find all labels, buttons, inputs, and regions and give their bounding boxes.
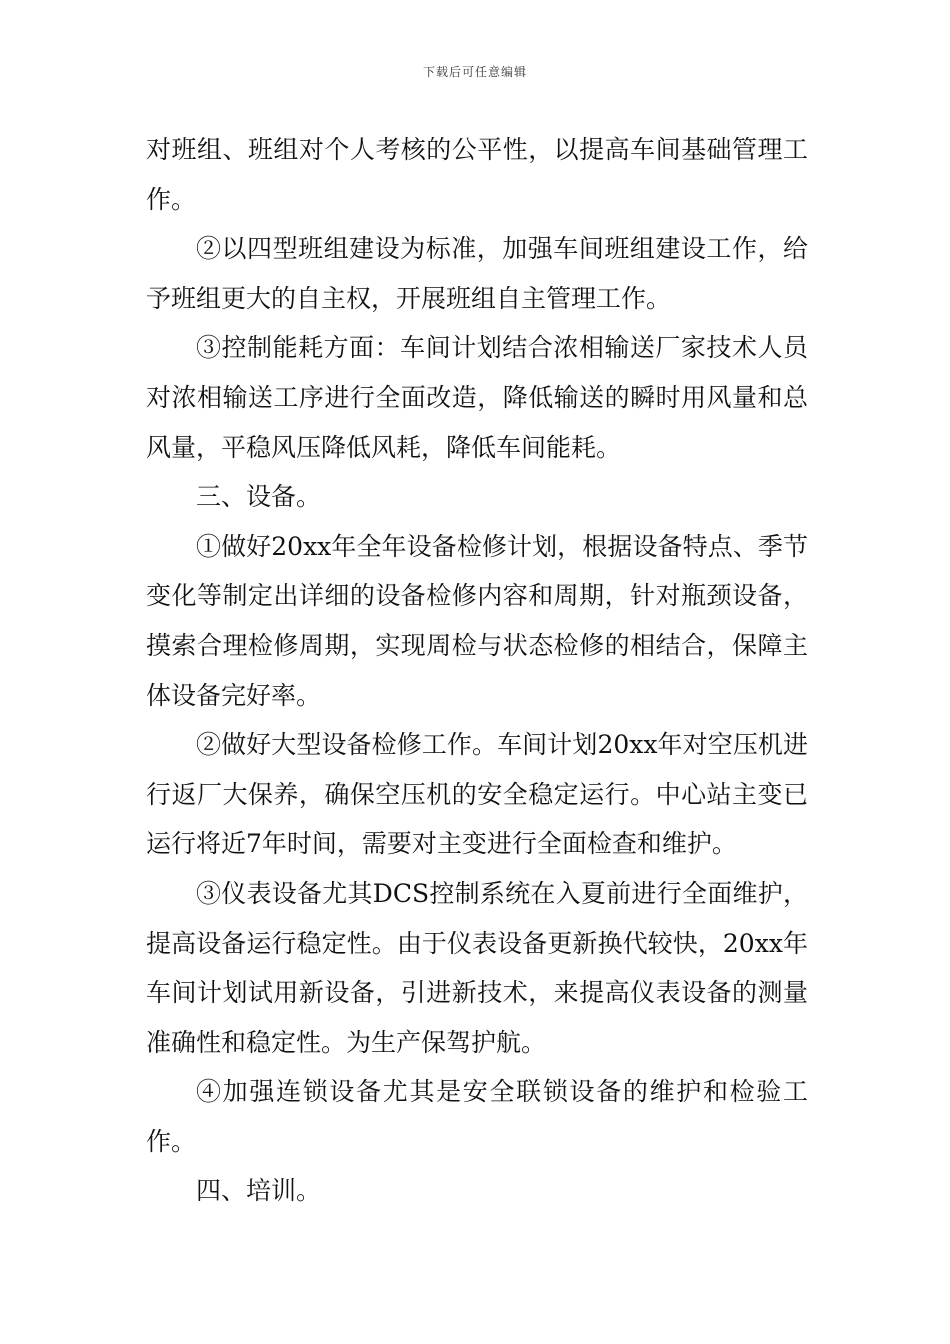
section-heading-equipment: 三、设备。 — [196, 482, 322, 512]
paragraph-1: 对班组、班组对个人考核的公平性，以提高车间基础管理工作。 — [146, 135, 808, 214]
paragraph-6: ②做好大型设备检修工作。车间计划20xx年对空压机进行返厂大保养，确保空压机的安全稳定运行。中心站主变已运行将近7年时间，需要对主变进行全面检查和维护。 — [146, 730, 808, 859]
paragraph-3: ③控制能耗方面：车间计划结合浓相输送厂家技术人员对浓相输送工序进行全面改造，降低输送的瞬时用风量和总风量，平稳风压降低风耗，降低车间能耗。 — [146, 333, 808, 462]
section-heading-training: 四、培训。 — [196, 1176, 322, 1206]
paragraph-2: ②以四型班组建设为标准，加强车间班组建设工作，给予班组更大的自主权，开展班组自主管理工作。 — [146, 234, 808, 313]
document-body — [146, 125, 808, 1216]
paragraph-7: ③仪表设备尤其DCS控制系统在入夏前进行全面维护，提高设备运行稳定性。由于仪表设备更新换代较快，20xx年车间计划试用新设备，引进新技术，来提高仪表设备的测量准确性和稳定性。为生产保驾护航。 — [146, 878, 808, 1057]
page-header: 下载后可任意编辑 — [422, 65, 527, 79]
paragraph-5: ①做好20xx年全年设备检修计划，根据设备特点、季节变化等制定出详细的设备检修内容和周期，针对瓶颈设备，摸索合理检修周期，实现周检与状态检修的相结合，保障主体设备完好率。 — [146, 531, 808, 710]
paragraph-8: ④加强连锁设备尤其是安全联锁设备的维护和检验工作。 — [146, 1077, 808, 1156]
